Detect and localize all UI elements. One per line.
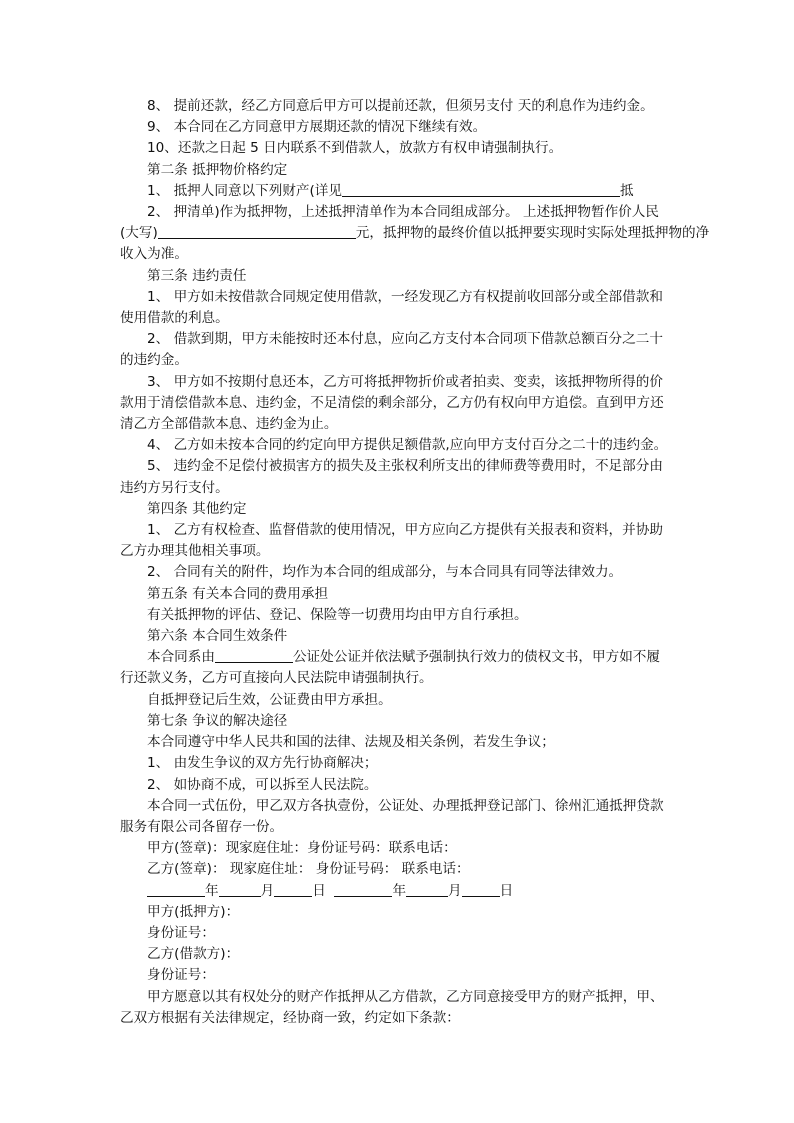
blank-year-b	[334, 881, 392, 897]
date-month-b: 月	[448, 882, 462, 899]
article-6-effective: 自抵押登记后生效，公证费由甲方承担。	[147, 691, 392, 708]
valuation-prefix: (大写)	[120, 225, 158, 242]
date-year-b: 年	[392, 882, 407, 899]
preamble-cont: 乙双方根据有关法律规定，经协商一致，约定如下条款：	[120, 1009, 460, 1026]
article-3-item-3-cont: 款用于清偿借款本息、违约金，不足清偿的剩余部分，乙方仍有权向甲方追偿。直到甲方还	[120, 394, 664, 411]
article-3-item-2-cont: 的违约金。	[120, 352, 188, 369]
date-day-a: 日	[312, 882, 326, 899]
article-3-item-4: 4、 乙方如未按本合同的约定向甲方提供足额借款,应向甲方支付百分之二十的违约金。	[147, 437, 668, 454]
article-2-valuation-end: 收入为准。	[120, 246, 188, 263]
article-2-valuation-line	[120, 223, 710, 244]
blank-month-a	[219, 881, 261, 897]
party-b-id: 身份证号：	[147, 967, 215, 984]
preamble: 甲方愿意以其有权处分的财产作抵押从乙方借款，乙方同意接受甲方的财产抵押，甲、	[147, 988, 664, 1005]
article-7-item-2: 2、 如协商不成，可以拆至人民法院。	[147, 776, 378, 793]
valuation-text: 元，抵押物的最终价值以抵押要实现时实际处理抵押物的净	[355, 225, 710, 242]
article-2-item-1	[120, 181, 690, 202]
blank-notary-office	[215, 647, 293, 663]
blank-amount-capital	[158, 223, 356, 239]
article-2-item-1-text: 1、 抵押人同意以下列财产(详见	[147, 182, 342, 199]
article-3-item-3-cont2: 清乙方全部借款本息、违约金为止。	[120, 416, 338, 433]
blank-year-a	[147, 881, 205, 897]
date-month-a: 月	[260, 882, 275, 899]
article-5-text: 有关抵押物的评估、登记、保险等一切费用均由甲方自行承担。	[147, 606, 528, 623]
article-4-item-1: 1、 乙方有权检查、监督借款的使用情况，甲方应向乙方提供有关报表和资料，并协助	[147, 522, 663, 539]
article-6-text	[120, 647, 690, 668]
article-7-heading: 第七条 争议的解决途径	[147, 712, 288, 729]
blank-day-b	[462, 881, 500, 897]
date-day-b: 日	[499, 882, 514, 899]
article-6-text-start: 本合同系由	[147, 649, 215, 666]
blank-property-list	[342, 181, 620, 197]
article-5-heading: 第五条 有关本合同的费用承担	[147, 585, 329, 602]
blank-day-a	[274, 881, 312, 897]
article-2-heading: 第二条 抵押物价格约定	[147, 161, 288, 178]
party-a-mortgagor: 甲方(抵押方)：	[147, 903, 240, 920]
contract-body	[120, 96, 710, 1029]
article-4-item-1-cont: 乙方办理其他相关事项。	[120, 543, 270, 560]
article-3-item-1-cont: 使用借款的利息。	[120, 310, 229, 327]
article-2-item-1-end: 抵	[620, 182, 634, 199]
party-b-borrower: 乙方(借款方)：	[147, 946, 240, 963]
article-2-item-2: 2、 押清单)作为抵押物，上述抵押清单作为本合同组成部分。 上述抵押物暂作价人民	[147, 204, 659, 221]
article-6-heading: 第六条 本合同生效条件	[147, 628, 288, 645]
article-4-item-2: 2、 合同有关的附件，均作为本合同的组成部分，与本合同具有同等法律效力。	[147, 564, 623, 581]
article-6-text-end: 公证处公证并依法赋予强制执行效力的债权文书，甲方如不履	[292, 649, 660, 666]
blank-month-b	[406, 881, 448, 897]
party-a-signature-line: 甲方(签章)：现家庭住址：身份证号码：联系电话：	[147, 840, 457, 857]
copies-clause-cont: 服务有限公司各留存一份。	[120, 818, 284, 835]
copies-clause: 本合同一式伍份，甲乙双方各执壹份，公证处、办理抵押登记部门、徐州汇通抵押贷款	[147, 797, 664, 814]
article-6-text-cont: 行还款义务，乙方可直接向人民法院申请强制执行。	[120, 670, 433, 687]
article-7-intro: 本合同遵守中华人民共和国的法律、法规及相关条例，若发生争议；	[147, 734, 555, 751]
article-3-item-5-cont: 违约方另行支付。	[120, 479, 229, 496]
article-3-item-2: 2、 借款到期，甲方未能按时还本付息，应向乙方支付本合同项下借款总额百分之二十	[147, 331, 663, 348]
party-a-id: 身份证号：	[147, 924, 215, 941]
clause-8-prepayment: 8、 提前还款，经乙方同意后甲方可以提前还款，但须另支付 天的利息作为违约金。	[147, 98, 654, 114]
article-3-item-5: 5、 违约金不足偿付被损害方的损失及主张权利所支出的律师费等费用时，不足部分由	[147, 458, 663, 475]
signature-date-line	[120, 881, 690, 902]
clause-10-enforcement: 10、还款之日起 5 日内联系不到借款人，放款方有权申请强制执行。	[147, 140, 563, 157]
article-3-item-3: 3、 甲方如不按期付息还本，乙方可将抵押物折价或者拍卖、变卖，该抵押物所得的价	[147, 373, 663, 390]
article-7-item-1: 1、 由发生争议的双方先行协商解决；	[147, 755, 378, 772]
article-3-item-1: 1、 甲方如未按借款合同规定使用借款，一经发现乙方有权提前收回部分或全部借款和	[147, 288, 663, 305]
article-3-heading: 第三条 违约责任	[147, 267, 247, 284]
article-4-heading: 第四条 其他约定	[147, 500, 247, 517]
party-b-signature-line: 乙方(签章)： 现家庭住址： 身份证号码： 联系电话：	[147, 861, 470, 878]
clause-9-extension: 9、 本合同在乙方同意甲方展期还款的情况下继续有效。	[147, 119, 487, 136]
date-year-a: 年	[205, 882, 219, 899]
